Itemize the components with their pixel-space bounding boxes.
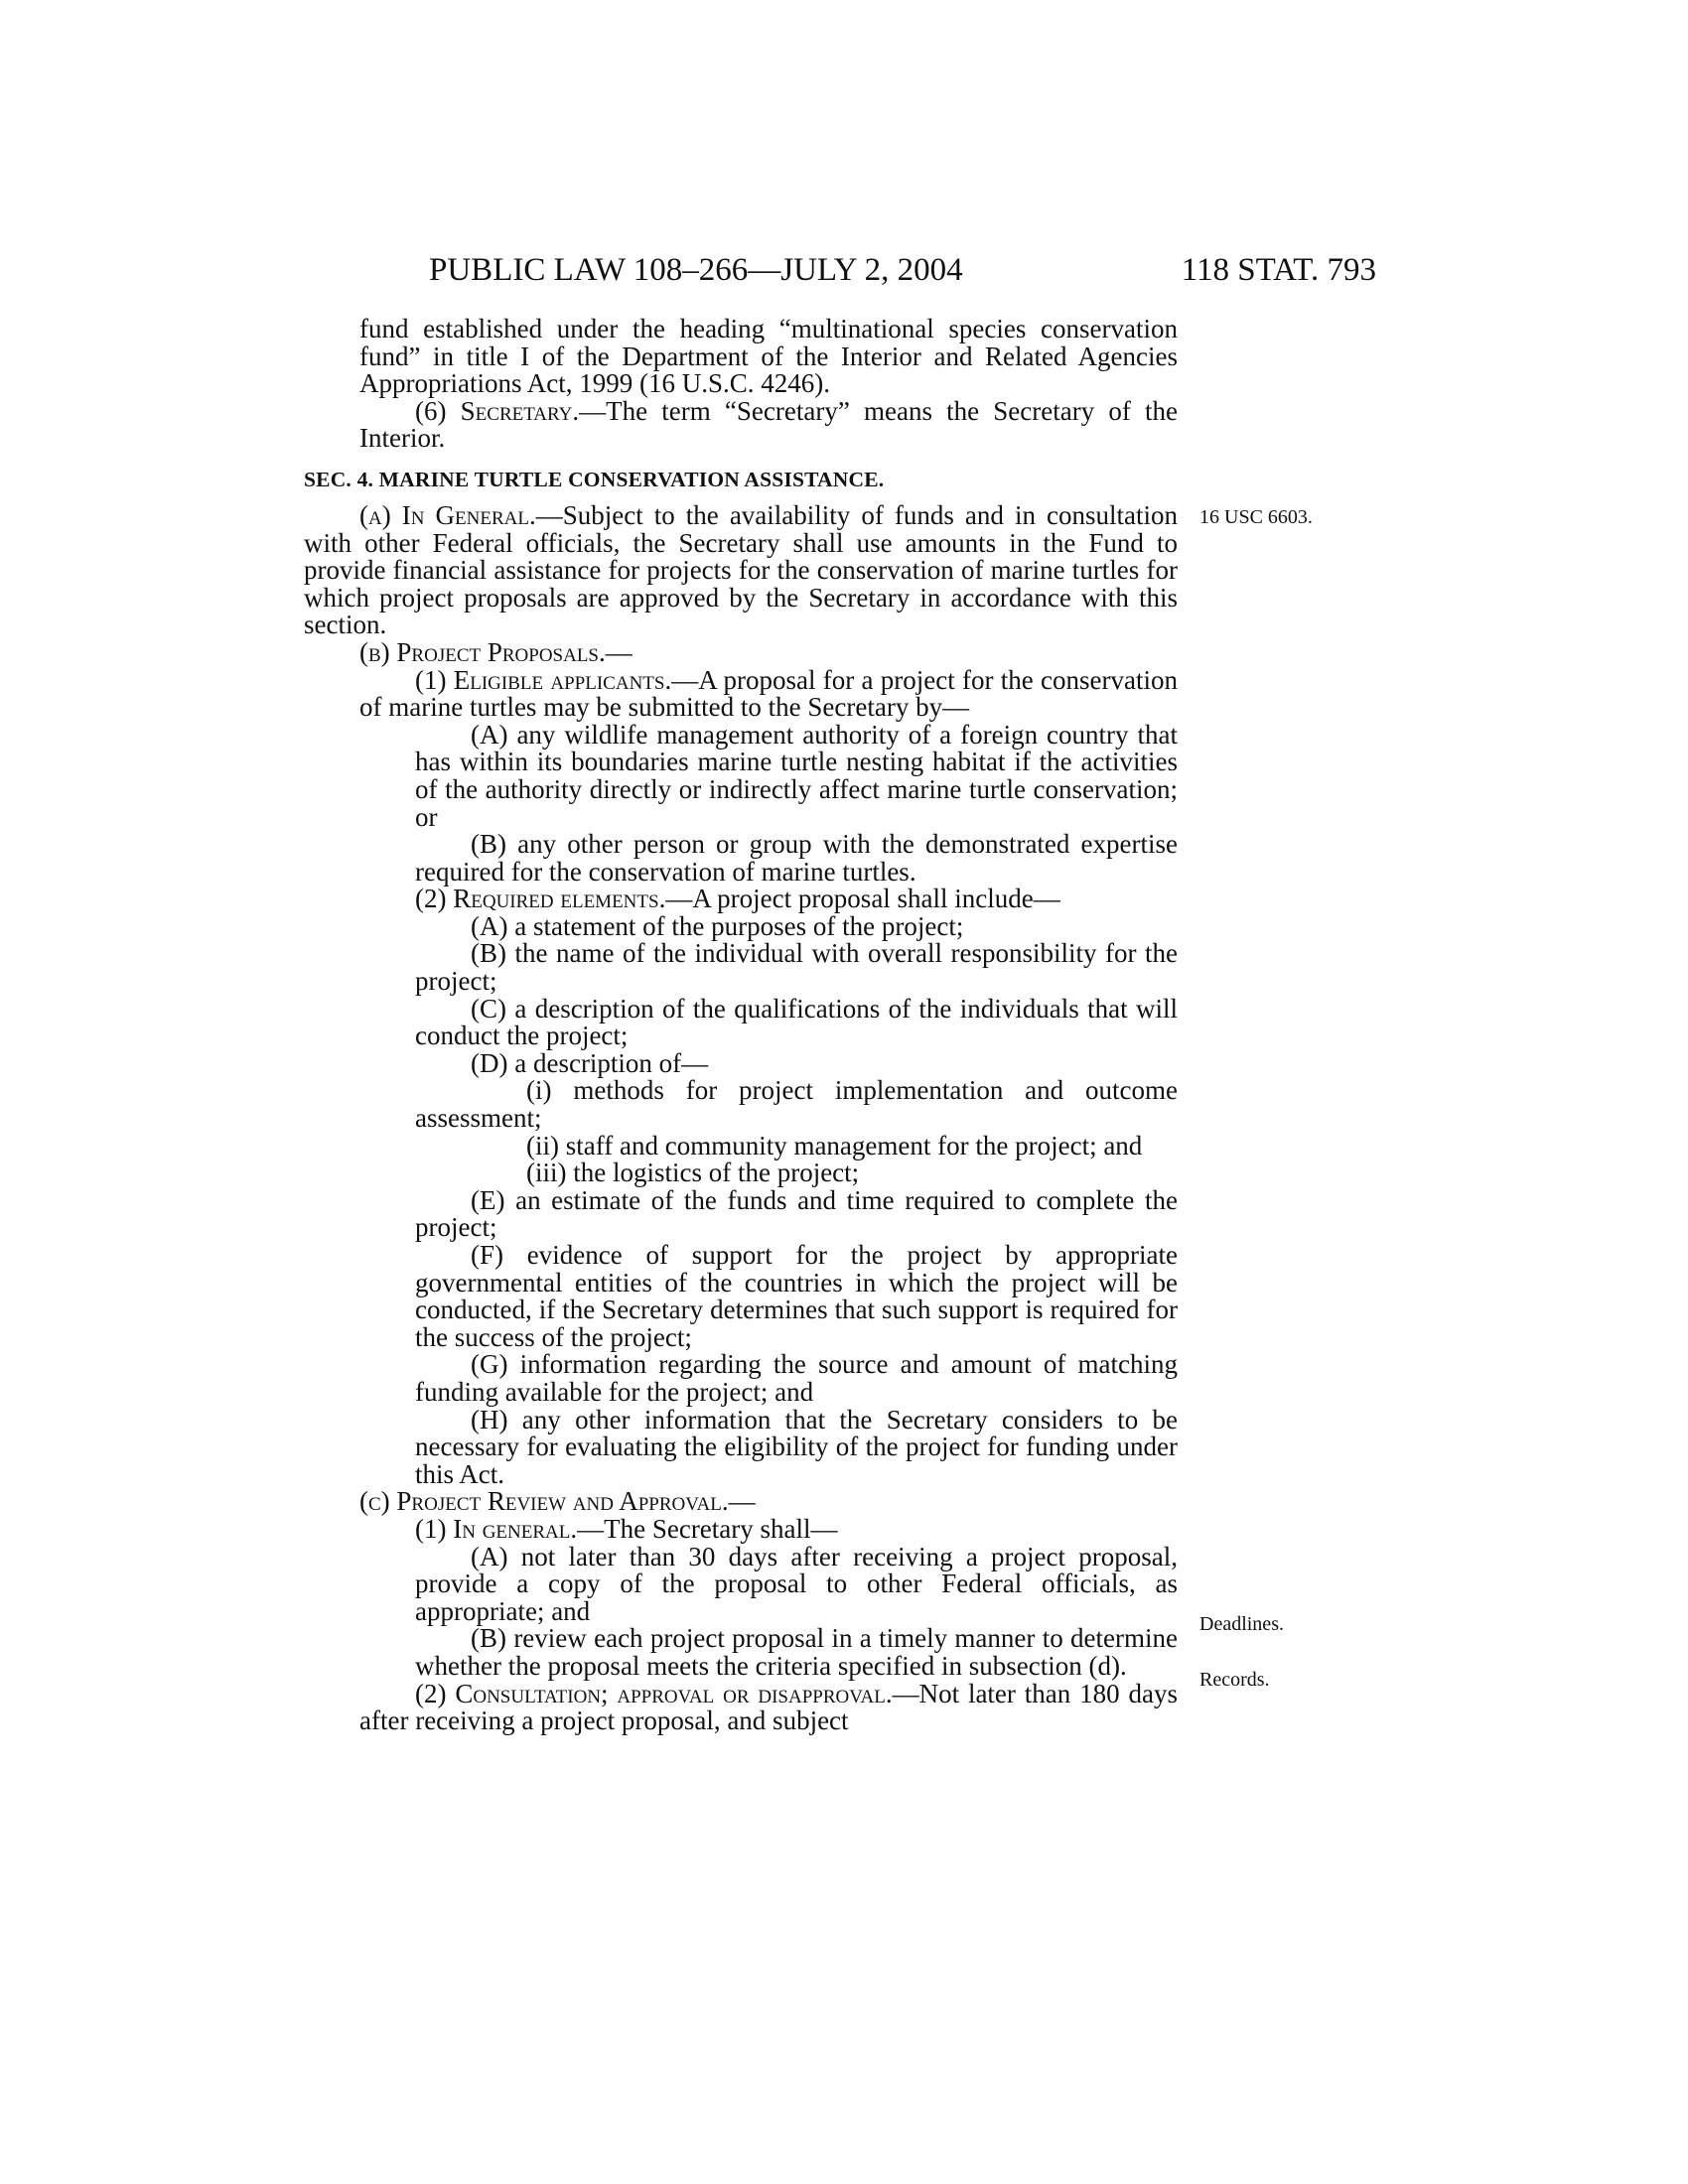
clause-b2E: (E) an estimate of the funds and time required to complete the project;: [415, 1184, 1178, 1243]
paragraph-b2: [304, 886, 1178, 913]
subsection-a-heading: (a) In General.: [359, 499, 536, 530]
subsection-b-heading: (b) Project Proposals.—: [359, 636, 633, 667]
margin-note-usc: 16 USC 6603.: [1199, 506, 1313, 528]
clause-b2D: (D) a description of—: [471, 1047, 709, 1078]
clause-b1A: (A) any wildlife management authority of a foreign country that has within its boundaries marine turtle nesting habitat if the activities of the authority directly or indirectly affect marine turtle conservation; or: [415, 719, 1178, 832]
item-b2Dii: (ii) staff and community management for the project; and: [526, 1130, 1143, 1160]
margin-note-deadlines: Deadlines.: [1199, 1613, 1284, 1635]
subsection-a: [304, 499, 1178, 640]
paragraph-b2-text: —A project proposal shall include—: [665, 884, 1060, 914]
paragraph-b1-heading: (1) Eligible applicants.: [415, 664, 672, 695]
clause-b2F: (F) evidence of support for the project by appropriate governmental entities of the countries in which the project will be conducted, if the Secretary determines that such support is required for the success of the project;: [415, 1240, 1178, 1352]
item-b2Di: (i) methods for project implementation and outcome assessment;: [415, 1075, 1178, 1134]
clause-c1A: (A) not later than 30 days after receiving a project proposal, provide a copy of the proposal to other Federal officials, as appropriate; and: [415, 1541, 1178, 1626]
term-secretary: (6) Secretary.: [415, 395, 580, 426]
paragraph-secretary-definition: [359, 395, 1178, 454]
paragraph-c1: [304, 1513, 1178, 1544]
document-body: [304, 316, 1178, 1735]
subsection-c-heading: (c) Project Review and Approval.—: [359, 1486, 756, 1517]
item-b2Diii: (iii) the logistics of the project;: [526, 1158, 860, 1188]
running-header-title: PUBLIC LAW 108–266—JULY 2, 2004: [429, 252, 963, 288]
paragraph-c2: [304, 1678, 1178, 1736]
paragraph-b1: [304, 664, 1179, 723]
paragraph-b1-text: —A proposal for a project for the conservation of marine turtles may be submitted to the Secretary by—: [359, 664, 1179, 723]
clause-b2G: (G) information regarding the source and amount of matching funding available for the project; and: [415, 1349, 1178, 1407]
clause-b1B: (B) any other person or group with the demonstrated expertise required for the conservation of marine turtles.: [415, 829, 1178, 887]
clause-b2H: (H) any other information that the Secretary considers to be necessary for evaluating the eligibility of the project for funding under this Act.: [415, 1404, 1178, 1489]
paragraph-c1-text: —The Secretary shall—: [577, 1513, 838, 1544]
paragraph-b2-heading: (2) Required elements.: [415, 884, 666, 914]
subsection-a-text: —Subject to the availability of funds and in consultation with other Federal officials, the Secretary shall use amounts in the Fund to provide financial assistance for projects for the conservation of marine turtles for which project proposals are approved by the Secretary in accordance with this section.: [304, 499, 1178, 640]
paragraph-c2-heading: (2) Consultation; approval or disapproval.: [415, 1678, 893, 1708]
clause-b2B: (B) the name of the individual with overall responsibility for the project;: [415, 938, 1178, 997]
margin-note-records: Records.: [1199, 1669, 1270, 1691]
clause-b2A: (A) a statement of the purposes of the project;: [471, 910, 964, 941]
clause-c1B: (B) review each project proposal in a timely manner to determine whether the proposal meets the criteria specified in subsection (d).: [415, 1623, 1178, 1681]
section-heading: SEC. 4. MARINE TURTLE CONSERVATION ASSISTANCE.: [304, 467, 885, 491]
paragraph-c2-text: —Not later than 180 days after receiving a project proposal, and subject: [359, 1678, 1178, 1736]
clause-b2C: (C) a description of the qualifications of the individuals that will conduct the project;: [415, 993, 1178, 1051]
secretary-definition-text: —The term “Secretary” means the Secretary of the Interior.: [359, 395, 1178, 454]
paragraph-c1-heading: (1) In general.: [415, 1513, 578, 1544]
paragraph-fund-definition: fund established under the heading “multinational species conservation fund” in title I of the Department of the Interior and Related Agencies Appropriations Act, 1999 (16 U.S.C. 4246).: [359, 314, 1178, 399]
statute-page-number: 118 STAT. 793: [1181, 252, 1376, 288]
